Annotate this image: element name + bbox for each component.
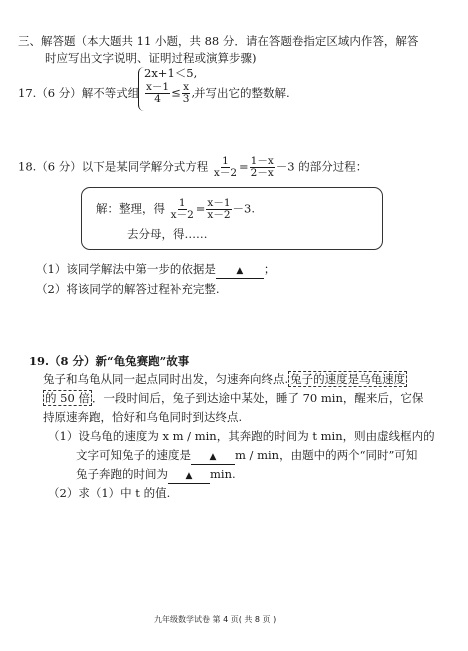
q19-sub1-line2: 文字可知兔子的速度是 ▲ m / min，由题中的两个“同时”可知 xyxy=(76,448,417,465)
answer-blank[interactable] xyxy=(191,448,235,465)
q17-tail: 并写出它的整数解. xyxy=(194,86,290,100)
q17-inequality-1: 2x+1＜5, xyxy=(144,66,198,80)
triangle-mark: ▲ xyxy=(209,452,217,462)
section-heading-cont: 时应写出文字说明、证明过程或演算步骤) xyxy=(45,51,257,65)
triangle-mark: ▲ xyxy=(185,471,193,481)
q17-fraction-left: $\frac{x-1}{4}$ xyxy=(146,81,170,105)
q19-para-3: 持原速奔跑，恰好和乌龟同时到达终点. xyxy=(43,410,243,424)
answer-blank[interactable] xyxy=(216,262,264,279)
q18-eq-left: $\frac{1}{x-2}$ xyxy=(213,155,238,179)
dashed-box-part1: 兔子的速度是乌龟速度 xyxy=(290,372,406,386)
q18-sub1: （1）该同学解法中第一步的依据是 ▲ ； xyxy=(36,262,275,279)
solution-frac-left: $\frac{1}{x-2}$ xyxy=(170,197,194,221)
q19-para-2: 的 50 倍 ．一段时间后，兔子到达途中某处，睡了 70 min，醒来后，它保 xyxy=(45,391,424,405)
q17-number: 17.（6 分）解不等式组 xyxy=(18,86,140,100)
q19-sub1-line3: 兔子奔跑的时间为 ▲ min. xyxy=(76,467,236,484)
q18-eq-right: $\frac{1-x}{2-x}$ xyxy=(250,155,274,179)
triangle-mark: ▲ xyxy=(236,266,244,276)
q18-prompt: 18.（6 分）以下是某同学解分式方程 $\frac{1}{x-2}$ = $\frac{1-x}{2-x}$ －3 的部分过程： xyxy=(18,155,368,179)
q19-para-1: 兔子和乌龟从同一起点同时出发，匀速奔向终点. 兔子的速度是乌龟速度 xyxy=(43,372,406,386)
q17-fraction-right: $\frac{x}{3}$ xyxy=(182,81,190,105)
q19-title: 19.（8 分）新“龟兔赛跑”故事 xyxy=(29,354,190,368)
q19-sub1-line1: （1）设乌龟的速度为 x m / min，其奔跑的时间为 t min，则由虚线框内的 xyxy=(48,429,435,443)
answer-blank[interactable] xyxy=(168,467,210,484)
q17-inequality-2: $\frac{x-1}{4}$ ≤ $\frac{x}{3}$ , xyxy=(146,81,196,105)
section-heading: 三、解答题（本大题共 11 小题，共 88 分．请在答题卷指定区域内作答，解答 xyxy=(18,34,419,48)
solution-frac-right: $\frac{x-1}{x-2}$ xyxy=(207,197,231,221)
solution-step-2: 去分母，得…… xyxy=(127,227,208,241)
q18-sub2: （2）将该同学的解答过程补充完整. xyxy=(36,282,220,296)
q19-sub2: （2）求（1）中 t 的值. xyxy=(48,486,171,500)
solution-step-1: 解：整理，得 $\frac{1}{x-2}$ = $\frac{x-1}{x-2}$ －3. xyxy=(96,197,255,221)
page-footer: 九年级数学试卷 第 4 页( 共 8 页 ) xyxy=(154,615,277,624)
dashed-box-part2: 的 50 倍 xyxy=(45,391,90,405)
